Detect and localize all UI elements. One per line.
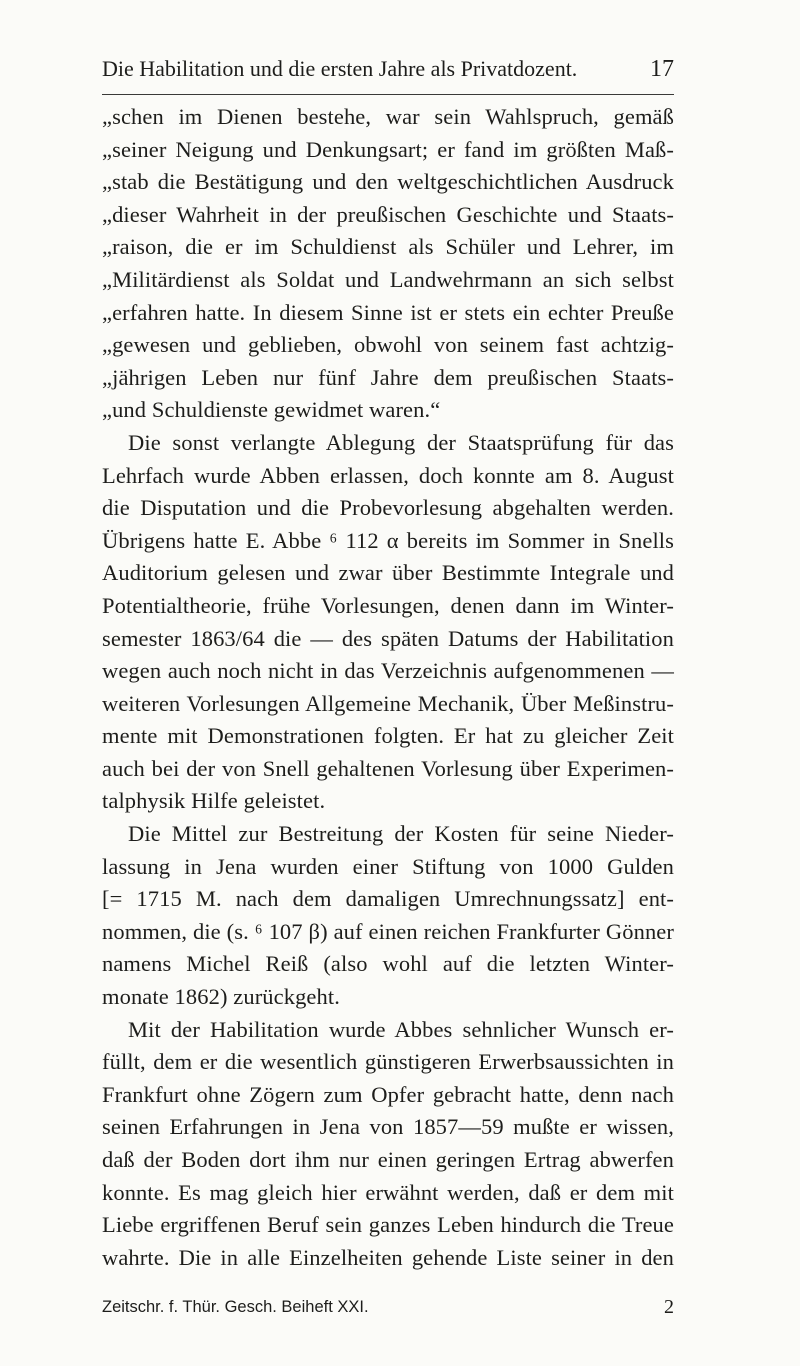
running-title: Die Habilitation und die ersten Jahre als Privatdozent. (102, 56, 578, 81)
text-line: seinen Erfahrungen in Jena von 1857—59 mußte er wissen, (102, 1114, 674, 1140)
text-line: „stab die Bestätigung und den weltgeschichtlichen Ausdruck (102, 169, 674, 195)
text-line: namens Michel Reiß (also wohl auf die letzten Winter- (102, 951, 674, 977)
text-line: füllt, dem er die wesentlich günstigeren Erwerbsaussichten in (102, 1049, 674, 1075)
text-line: die Disputation und die Probevorlesung abgehalten werden. (102, 495, 674, 521)
text-line: „dieser Wahrheit in der preußischen Geschichte und Staats- (102, 201, 674, 227)
page (102, 52, 674, 1274)
text-line: semester 1863/64 die — des späten Datums der Habilitation (102, 625, 674, 651)
header-rule (102, 94, 674, 95)
text-line: Übrigens hatte E. Abbe ⁶ 112 α bereits im Sommer in Snells (102, 527, 674, 553)
text-line: talphysik Hilfe geleistet. (102, 788, 326, 814)
text-line: Die Mittel zur Bestreitung der Kosten für seine Nieder- (128, 821, 674, 847)
text-line: nommen, die (s. ⁶ 107 β) auf einen reichen Frankfurter Gönner (102, 918, 674, 944)
text-line: auch bei der von Snell gehaltenen Vorlesung über Experimen- (102, 755, 674, 781)
text-line: „seiner Neigung und Denkungsart; er fand im größten Maß- (102, 136, 674, 162)
text-line: [= 1715 M. nach dem damaligen Umrechnungssatz] ent- (102, 886, 674, 912)
page-footer (102, 1293, 674, 1321)
text-line: monate 1862) zurückgeht. (102, 984, 340, 1010)
text-line: wegen auch noch nicht in das Verzeichnis aufgenommenen — (102, 658, 674, 684)
text-line: wahrte. Die in alle Einzelheiten gehende Liste seiner in den (102, 1244, 674, 1270)
text-line: „und Schuldienste gewidmet waren.“ (102, 397, 441, 423)
text-line: lassung in Jena wurden einer Stiftung von 1000 Gulden (102, 853, 674, 879)
text-line: „jährigen Leben nur fünf Jahre dem preußischen Staats- (102, 364, 674, 390)
footer-source: Zeitschr. f. Thür. Gesch. Beiheft XXI. (102, 1298, 369, 1316)
body-text (102, 101, 674, 1274)
text-line: „Militärdienst als Soldat und Landwehrmann an sich selbst (102, 266, 674, 292)
text-line: daß der Boden dort ihm nur einen geringen Ertrag abwerfen (102, 1147, 674, 1172)
text-line: Lehrfach wurde Abben erlassen, doch konnte am 8. August (102, 462, 674, 488)
text-line: „erfahren hatte. In diesem Sinne ist er stets ein echter Preuße (102, 299, 674, 325)
text-line: Frankfurt ohne Zögern zum Opfer gebracht hatte, denn nach (102, 1081, 674, 1107)
text-line: Die sonst verlangte Ablegung der Staatsprüfung für das (128, 429, 674, 455)
text-line: „schen im Dienen bestehe, war sein Wahlspruch, gemäß (102, 104, 674, 129)
text-line: „raison, die er im Schuldienst als Schüler und Lehrer, im (102, 234, 674, 260)
text-line: Liebe ergriffenen Beruf sein ganzes Leben hindurch die Treue (102, 1212, 674, 1238)
signature-mark: 2 (664, 1296, 674, 1318)
page-number: 17 (650, 56, 674, 82)
text-line: konnte. Es mag gleich hier erwähnt werden, daß er dem mit (102, 1179, 674, 1205)
text-line: mente mit Demonstrationen folgten. Er hat zu gleicher Zeit (102, 723, 674, 749)
running-head (102, 52, 674, 86)
text-line: Auditorium gelesen und zwar über Bestimmte Integrale und (102, 560, 674, 586)
text-line: „gewesen und geblieben, obwohl von seinem fast achtzig- (102, 332, 674, 358)
text-line: Mit der Habilitation wurde Abbes sehnlicher Wunsch er- (128, 1016, 674, 1042)
text-line: Potentialtheorie, frühe Vorlesungen, denen dann im Winter- (102, 592, 674, 618)
text-line: weiteren Vorlesungen Allgemeine Mechanik, Über Meßinstru- (102, 690, 674, 716)
